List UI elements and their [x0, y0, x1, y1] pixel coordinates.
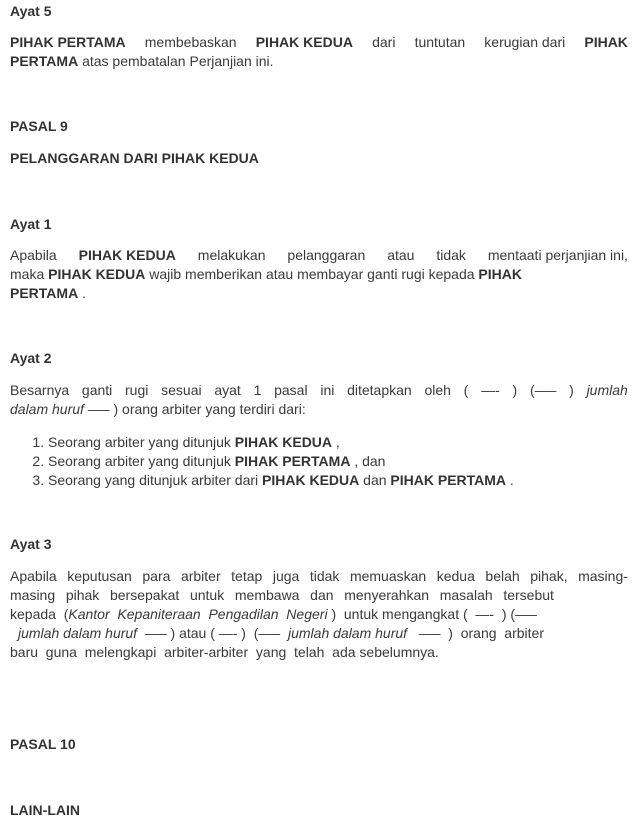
- ayat3-line5: baru guna melengkapi arbiter-arbiter yang telah ada sebelumnya.: [10, 644, 439, 660]
- word: Besarnya: [10, 382, 70, 398]
- word: sesuai: [161, 382, 202, 398]
- word: atau: [387, 247, 415, 263]
- text: Seorang arbiter yang ditunjuk: [48, 453, 235, 469]
- word: Apabila: [10, 568, 57, 584]
- pasal9-heading: PASAL 9: [10, 118, 68, 134]
- word: —-: [481, 382, 500, 398]
- ayat1-paragraph: [10, 246, 628, 303]
- word: kedua: [436, 568, 475, 584]
- ayat5-line1: [10, 33, 628, 52]
- text: ) untuk mengangkat ( —- ) (—–: [327, 606, 537, 622]
- ayat2-line1: [10, 381, 628, 400]
- word: masalah: [439, 587, 493, 603]
- word: memuaskan: [349, 568, 427, 584]
- party-first: PERTAMA: [10, 53, 79, 69]
- text: .: [506, 472, 514, 488]
- list-item: [48, 433, 638, 452]
- ayat5-heading: Ayat 5: [10, 3, 52, 19]
- party-second: PIHAK KEDUA: [48, 266, 146, 282]
- word: membawa: [234, 587, 300, 603]
- ayat3-line4: [10, 624, 628, 643]
- word: pihak: [65, 587, 100, 603]
- word: pihak,: [530, 568, 568, 584]
- party-first: PIHAK: [584, 34, 628, 50]
- ayat1-heading: Ayat 1: [10, 216, 52, 232]
- list-item: [48, 471, 638, 490]
- ayat5-paragraph: [10, 33, 628, 71]
- word: tetap: [231, 568, 263, 584]
- word: melakukan: [197, 247, 266, 263]
- ayat3-paragraph: [10, 567, 628, 662]
- word: Apabila: [10, 247, 57, 263]
- word: tersebut: [503, 587, 554, 603]
- word-italic: jumlah: [586, 382, 628, 398]
- text-italic: dalam huruf: [10, 401, 84, 417]
- party-second: PIHAK KEDUA: [255, 34, 353, 50]
- text: maka: [10, 266, 49, 282]
- text: .: [78, 285, 86, 301]
- word: mentaati perjanjian ini,: [487, 247, 628, 263]
- party-first: PIHAK PERTAMA: [10, 34, 126, 50]
- pasal10-heading: PASAL 10: [10, 736, 76, 752]
- word: pelanggaran: [287, 247, 366, 263]
- party-first: PIHAK PERTAMA: [234, 453, 351, 469]
- word: untuk: [189, 587, 225, 603]
- word: keputusan: [67, 568, 132, 584]
- pasal9-title: PELANGGARAN DARI PIHAK KEDUA: [10, 150, 259, 166]
- court-name: Kantor Kepaniteraan Pengadilan Negeri: [68, 606, 328, 622]
- word: ): [569, 382, 574, 398]
- word: (: [463, 382, 469, 398]
- word: menyerahkan: [344, 587, 430, 603]
- word: pasal: [274, 382, 308, 398]
- word: juga: [272, 568, 300, 584]
- party-first: PERTAMA: [10, 285, 79, 301]
- word: arbiter: [180, 568, 221, 584]
- party-first: PIHAK PERTAMA: [390, 472, 507, 488]
- word: (—–: [529, 382, 557, 398]
- word: ): [512, 382, 518, 398]
- word: tidak: [436, 247, 466, 263]
- word: membebaskan: [144, 34, 237, 50]
- arbiter-list: [10, 433, 638, 490]
- word: oleh: [424, 382, 451, 398]
- ayat3-line2: [10, 586, 554, 605]
- word: para: [142, 568, 171, 584]
- ayat1-line1: [10, 246, 628, 265]
- text: Seorang yang ditunjuk arbiter dari: [48, 472, 263, 488]
- ayat5-line2: [10, 52, 628, 71]
- word: masing-: [578, 568, 628, 584]
- ayat3-line1: [10, 567, 628, 586]
- list-item: [48, 452, 638, 471]
- party-second: PIHAK KEDUA: [262, 472, 360, 488]
- ayat3-heading: Ayat 3: [10, 536, 52, 552]
- text-italic: jumlah dalam huruf: [287, 625, 408, 641]
- party-second: PIHAK KEDUA: [234, 434, 333, 450]
- word: tuntutan: [414, 34, 466, 50]
- pasal10-title: LAIN-LAIN: [10, 802, 80, 818]
- ayat1-line3: [10, 284, 628, 303]
- text: , dan: [350, 453, 386, 469]
- text: wajib memberikan atau membayar ganti rugi kepada: [145, 266, 479, 282]
- word: belah: [485, 568, 520, 584]
- word: dan: [310, 587, 334, 603]
- text: ,: [332, 434, 340, 450]
- word: ayat: [214, 382, 241, 398]
- text: atas pembatalan Perjanjian ini.: [78, 53, 274, 69]
- party-first: PIHAK: [478, 266, 522, 282]
- party-second: PIHAK KEDUA: [78, 247, 176, 263]
- text: kepada (: [10, 606, 69, 622]
- ayat3-line3: [10, 605, 628, 624]
- text: Seorang arbiter yang ditunjuk: [48, 434, 235, 450]
- word: 1: [253, 382, 262, 398]
- text: —– ) orang arbiter: [407, 625, 544, 641]
- word: masing: [10, 587, 56, 603]
- text: —– ) orang arbiter yang terdiri dari:: [83, 401, 306, 417]
- ayat1-line2: [10, 265, 628, 284]
- text: dan: [359, 472, 391, 488]
- ayat2-paragraph: [10, 381, 628, 419]
- text-italic: jumlah dalam huruf: [18, 625, 138, 641]
- word: rugi: [125, 382, 149, 398]
- ayat2-line2: [10, 400, 628, 419]
- word: dari: [372, 34, 396, 50]
- word: ditetapkan: [347, 382, 412, 398]
- ayat2-heading: Ayat 2: [10, 350, 52, 366]
- word: ini: [320, 382, 335, 398]
- text: —– ) atau ( —- ) (—–: [137, 625, 288, 641]
- word: ganti: [81, 382, 113, 398]
- word: bersepakat: [109, 587, 180, 603]
- word: tidak: [309, 568, 340, 584]
- word: kerugian dari: [484, 34, 566, 50]
